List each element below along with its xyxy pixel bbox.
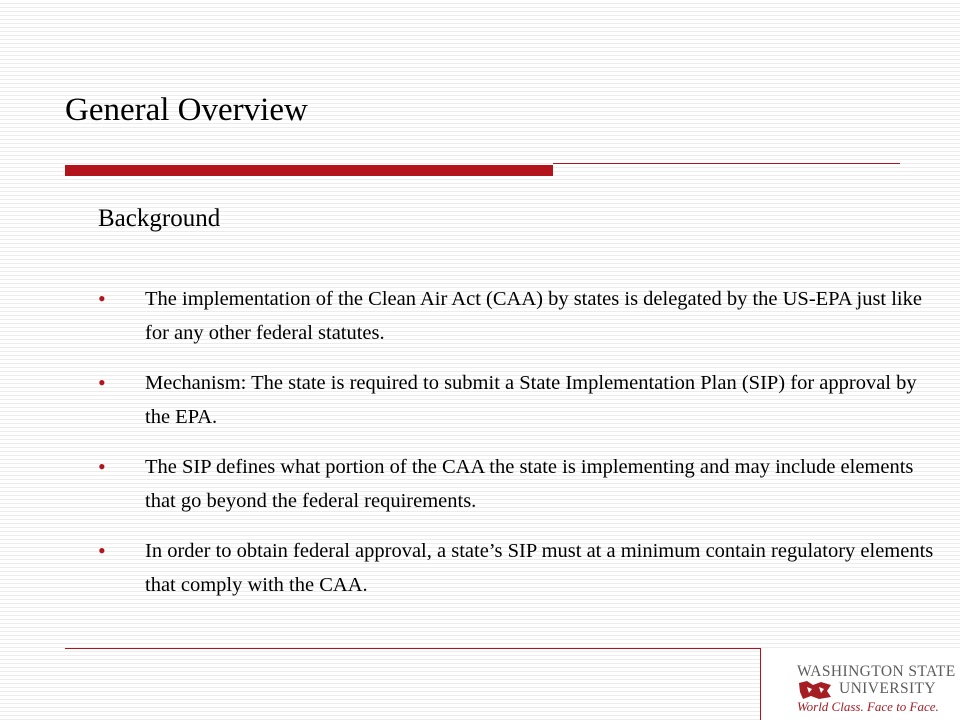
bullet-item	[98, 366, 938, 434]
bullet-item	[98, 450, 938, 518]
bullet-item	[98, 282, 938, 350]
bullet-marker: •	[98, 454, 106, 479]
bullet-list	[98, 282, 938, 618]
logo-tagline: World Class. Face to Face.	[797, 699, 939, 714]
bullet-item	[98, 534, 938, 602]
logo-line-1: WASHINGTON STATE	[797, 663, 956, 680]
bullet-marker: •	[98, 538, 106, 563]
university-logo	[760, 648, 960, 720]
bullet-text: In order to obtain federal approval, a state’s SIP must at a minimum contain regulatory elements that comply with the CAA.	[145, 540, 934, 596]
logo-line-2: UNIVERSITY	[839, 680, 936, 697]
slide-title: General Overview	[65, 92, 308, 128]
bullet-text: Mechanism: The state is required to submit a State Implementation Plan (SIP) for approval by the EPA.	[145, 372, 917, 428]
bullet-marker: •	[98, 286, 106, 311]
slide-subtitle: Background	[98, 205, 221, 232]
cougar-head-icon	[797, 679, 833, 701]
bullet-text: The SIP defines what portion of the CAA the state is implementing and may include elements that go beyond the federal requirements.	[145, 456, 914, 512]
bullet-text: The implementation of the Clean Air Act (CAA) by states is delegated by the US-EPA just like for any other federal statutes.	[145, 288, 922, 344]
bullet-marker: •	[98, 370, 106, 395]
title-underline-thick	[65, 165, 553, 176]
title-underline-thin	[553, 163, 900, 164]
